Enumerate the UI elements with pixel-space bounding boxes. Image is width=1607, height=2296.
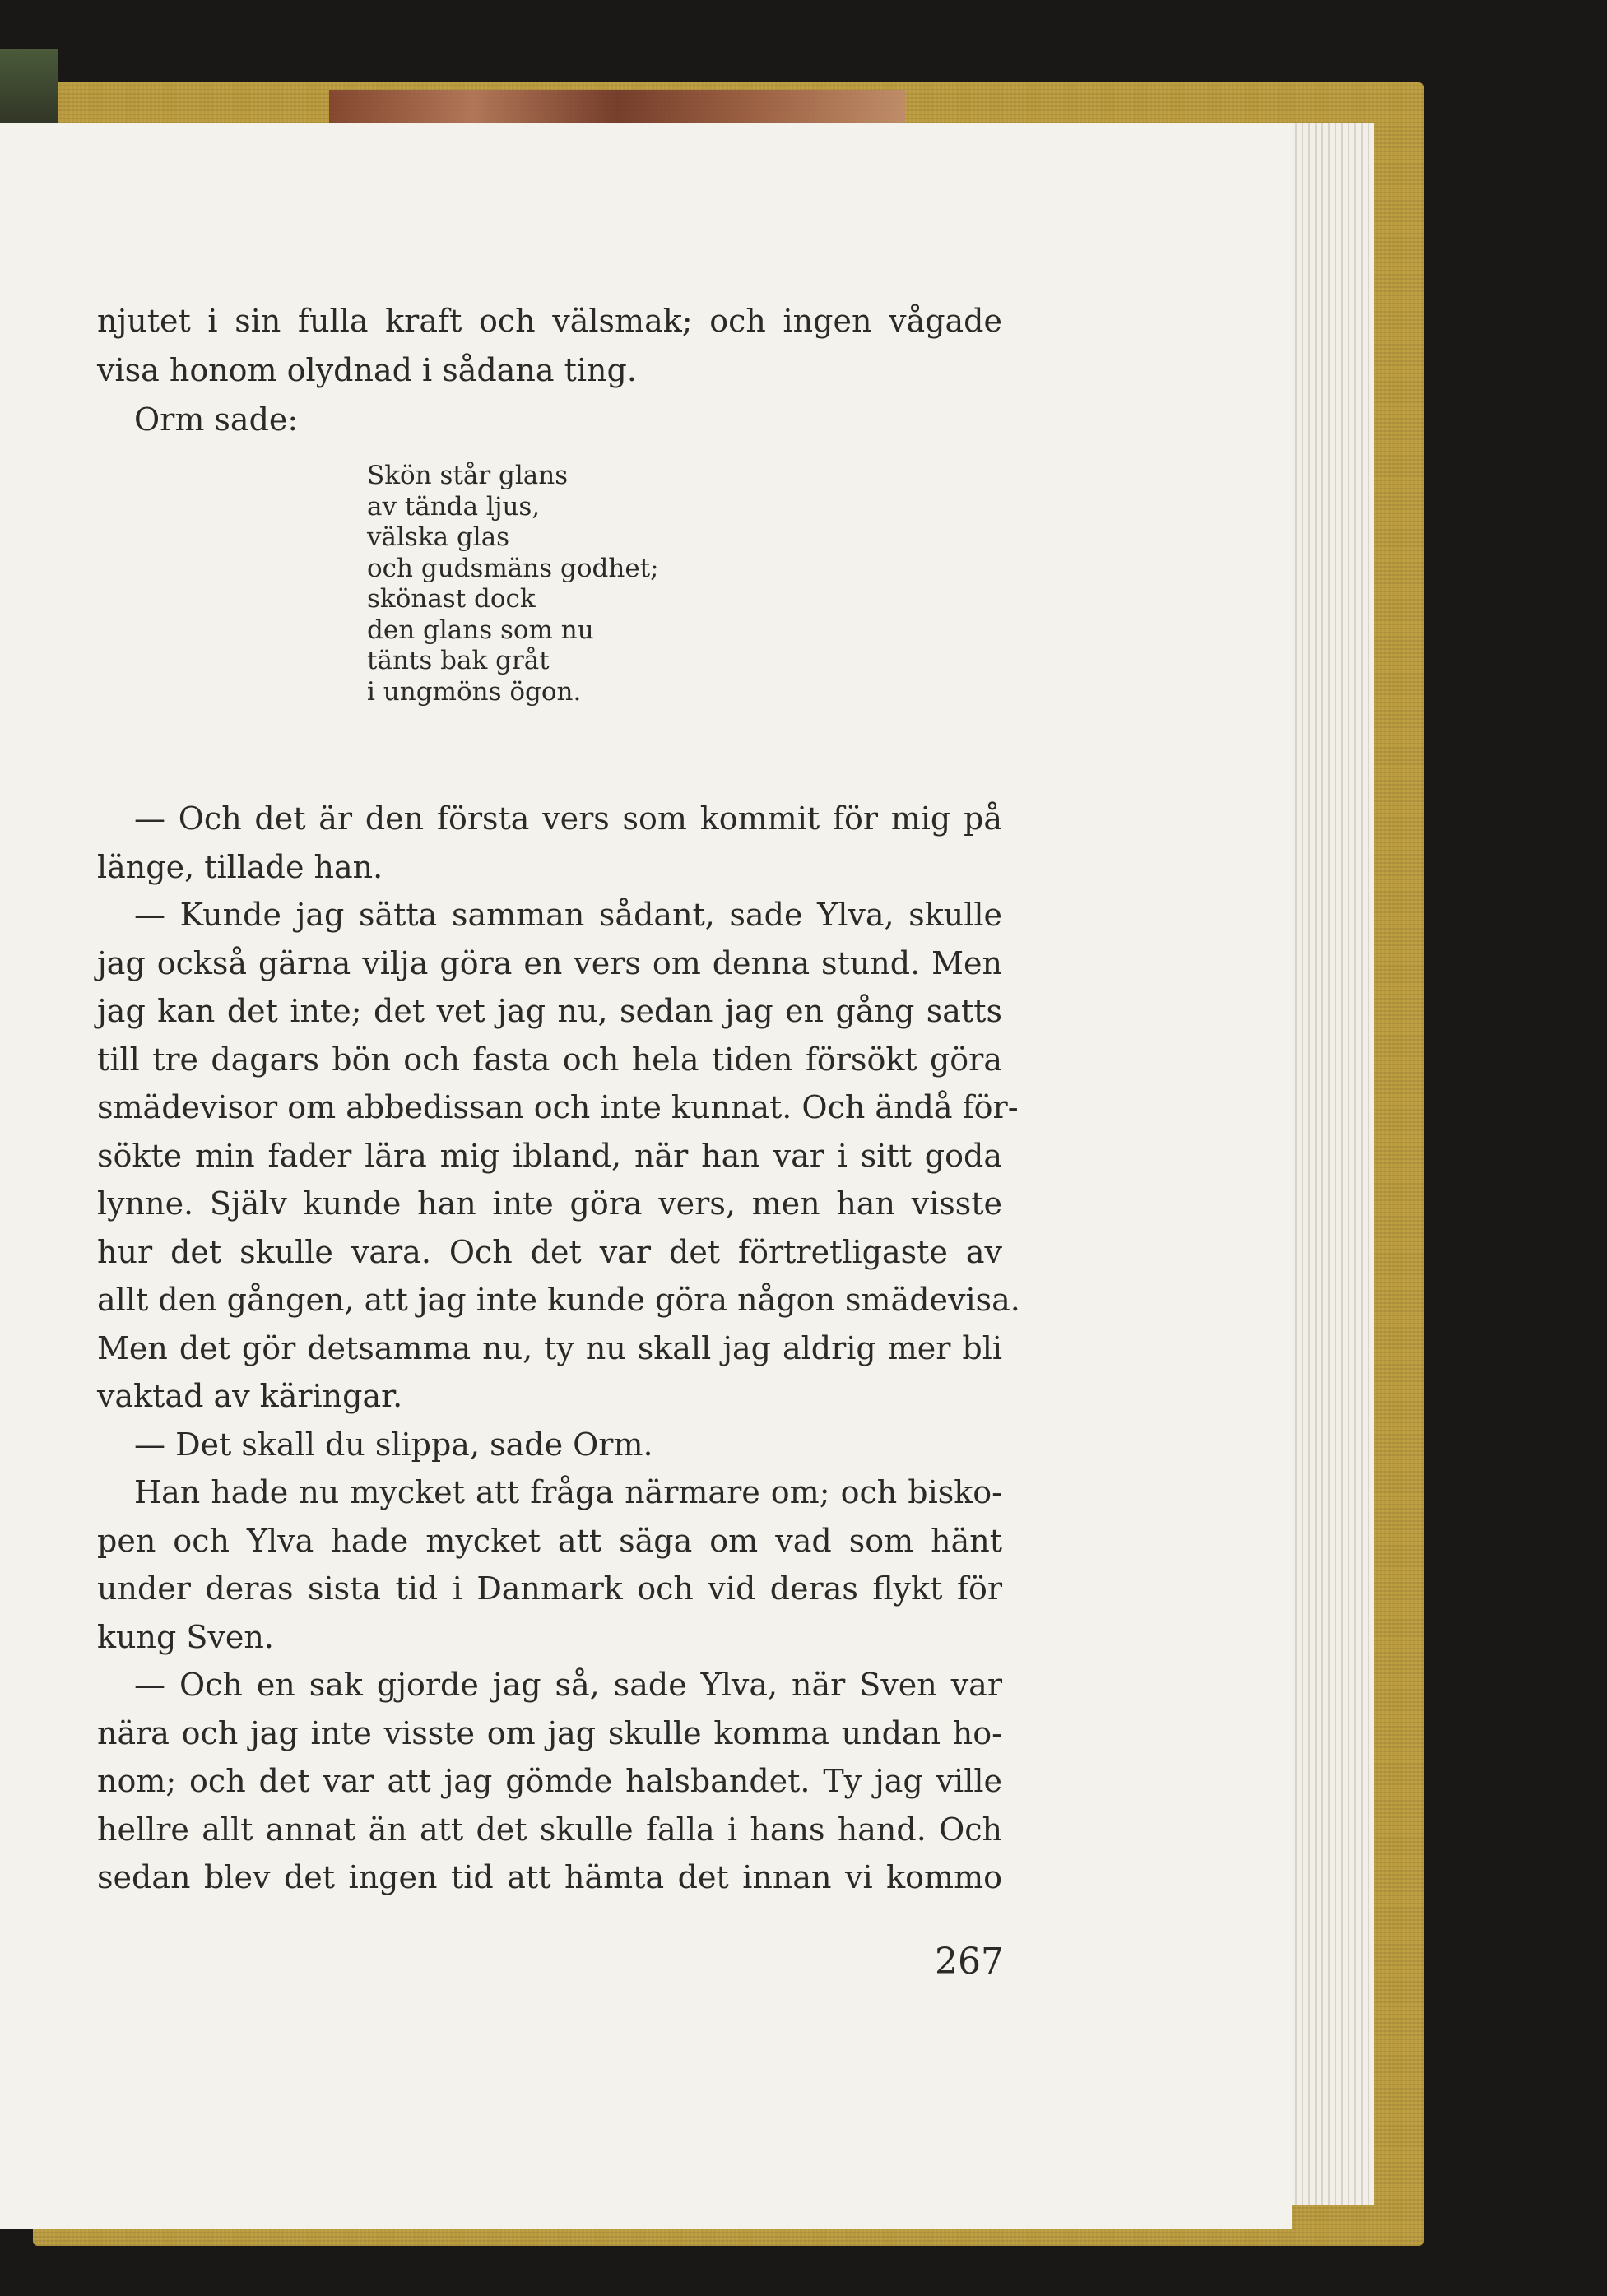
- text-line: smädevisor om abbedissan och inte kunnat. Och ändå för-: [97, 1089, 1019, 1125]
- text-line: Han hade nu mycket att fråga närmare om; och bisko-: [134, 1474, 1002, 1510]
- verse-line: av tända ljus,: [367, 491, 541, 522]
- verse-line: och gudsmäns godhet;: [367, 553, 659, 583]
- text-line: Orm sade:: [134, 401, 299, 438]
- text-line: under deras sista tid i Danmark och vid deras flykt för: [97, 1570, 1002, 1607]
- text-line: nära och jag inte visste om jag skulle komma undan ho-: [97, 1714, 1002, 1751]
- text-line: sökte min fader lära mig ibland, när han var i sitt goda: [97, 1137, 1002, 1174]
- book-page: [0, 123, 1292, 2229]
- text-line: länge, tillade han.: [97, 848, 383, 885]
- text-line: hellre allt annat än att det skulle falla i hans hand. Och: [97, 1811, 1002, 1848]
- text-line: kung Sven.: [97, 1618, 274, 1655]
- text-line: Men det gör detsamma nu, ty nu skall jag aldrig mer bli: [97, 1329, 1002, 1366]
- text-line: pen och Ylva hade mycket att säga om vad som hänt: [97, 1522, 1002, 1559]
- page-number: 267: [935, 1941, 1004, 1983]
- text-line: nom; och det var att jag gömde halsbandet. Ty jag ville: [97, 1763, 1002, 1799]
- text-line: — Kunde jag sätta samman sådant, sade Ylva, skulle: [134, 897, 1002, 933]
- text-line: njutet i sin fulla kraft och välsmak; och ingen vågade: [97, 303, 1002, 339]
- page-edges: [1284, 123, 1374, 2205]
- verse-line: den glans som nu: [367, 615, 594, 645]
- verse-line: skönast dock: [367, 584, 536, 614]
- text-line: visa honom olydnad i sådana ting.: [97, 352, 637, 388]
- text-line: till tre dagars bön och fasta och hela tiden försökt göra: [97, 1041, 1002, 1078]
- text-line: vaktad av käringar.: [97, 1378, 403, 1414]
- text-line: — Och det är den första vers som kommit för mig på: [134, 800, 1002, 837]
- verse-block: [367, 461, 861, 707]
- verse-line: välska glas: [367, 522, 510, 552]
- text-line: lynne. Själv kunde han inte göra vers, men han visste: [97, 1185, 1002, 1222]
- text-line: sedan blev det ingen tid att hämta det innan vi kommo: [97, 1859, 1002, 1895]
- verse-line: i ungmöns ögon.: [367, 676, 582, 707]
- verse-line: tänts bak gråt: [367, 646, 550, 675]
- text-line: — Det skall du slippa, sade Orm.: [134, 1426, 653, 1463]
- verse-line: Skön står glans: [367, 461, 569, 490]
- text-line: jag kan det inte; det vet jag nu, sedan jag en gång satts: [97, 993, 1002, 1029]
- text-line: — Och en sak gjorde jag så, sade Ylva, när Sven var: [134, 1667, 1002, 1703]
- text-line: allt den gången, att jag inte kunde göra någon smädevisa.: [97, 1282, 1020, 1318]
- text-line: jag också gärna vilja göra en vers om denna stund. Men: [97, 944, 1002, 981]
- text-line: hur det skulle vara. Och det var det förtretligaste av: [97, 1233, 1002, 1270]
